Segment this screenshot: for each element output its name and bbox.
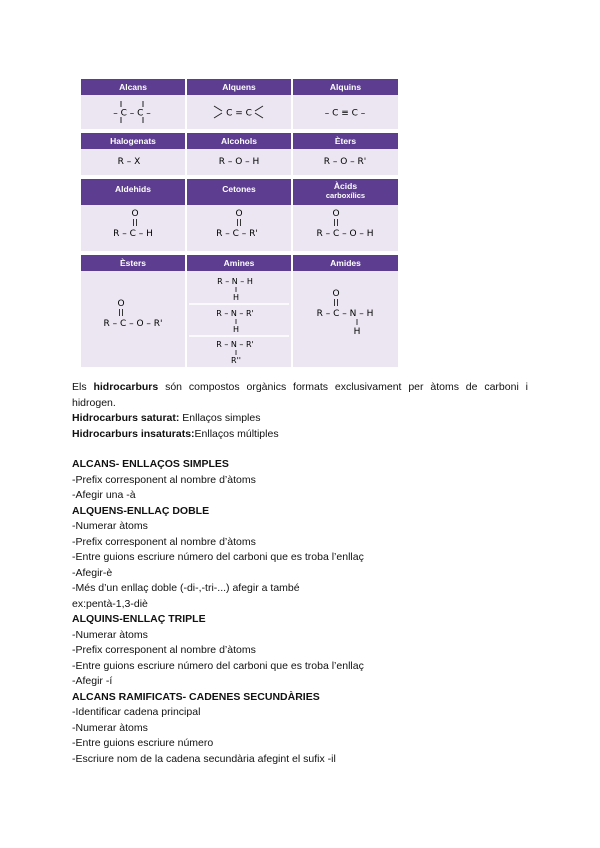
cell-alcans [81,79,185,129]
formula: R – O – R' [323,157,367,167]
cell-title [293,179,398,205]
oxygen-label: O [131,209,139,219]
amine-tertiary: R – N – R' [216,340,254,349]
functional-groups-table [81,79,400,371]
alquens-structure [187,95,291,129]
cell-acids [293,179,398,251]
oxygen-label: O [235,209,243,219]
halogenats-structure [81,149,185,175]
list-item: -Prefix corresponent al nombre d’àtoms [72,535,256,548]
cetones-structure [187,205,291,251]
hidrocarburs-term: hidrocarburs [93,381,159,393]
formula: R – C – O – H [316,229,374,239]
alcans-heading: ALCANS- ENLLAÇOS SIMPLES [72,458,229,470]
hydrogen-label: H [353,327,361,337]
amine-primary-h: H [232,293,240,302]
saturat-line: Hidrocarburs saturat: Enllaços simples [72,412,261,424]
cell-amides [293,255,398,367]
cell-title: Alcans [81,79,185,95]
title-line1: Àcids [333,181,358,191]
list-item: -Numerar àtoms [72,520,148,532]
amine-secondary-h: H [232,325,240,334]
cell-title: Alquins [293,79,398,95]
insaturat-line: Hidrocarburs insaturats:Enllaços múltiples [72,427,279,440]
alcohols-structure [187,149,291,175]
cell-aldehids [81,179,185,251]
formula: R – C – O – R' [103,319,163,329]
formula: C = C [226,108,252,119]
cell-eters [293,133,398,175]
cell-halogenats [81,133,185,175]
cell-esters [81,255,185,367]
formula: – C – C – [113,108,151,119]
list-item: -Numerar àtoms [72,721,148,734]
amines-structure [187,271,291,367]
list-item: -Prefix corresponent al nombre d’àtoms [72,473,256,486]
cell-alcohols [187,133,291,175]
list-item: -Més d’un enllaç doble (-di-,-tri-...) afegir a també [72,582,300,594]
list-item: -Identificar cadena principal [72,706,201,718]
oxygen-label: O [117,299,125,309]
cell-alquins [293,79,398,129]
list-item: ex:pentà-1,3-diè [72,597,148,610]
aldehids-structure [81,205,185,251]
formula: R – C – N – H [316,309,374,319]
intro-paragraph: Els hidrocarburs són compostos orgànics formats exclusivament per àtoms de carboni i hidrogen. [72,381,528,409]
title-line2: carboxílics [325,191,366,200]
alquins-structure [293,95,398,129]
amine-tertiary-r: R'' [231,356,241,365]
notes-text [72,380,528,767]
list-item: -Entre guions escriure número [72,737,214,749]
list-item: -Afegir -í [72,675,113,687]
cell-title: Aldehids [81,179,185,205]
cell-title: Halogenats [81,133,185,149]
formula: R – O – H [218,157,260,167]
list-item: -Numerar àtoms [72,628,148,641]
cell-amines [187,255,291,367]
cell-title: Alcohols [187,133,291,149]
cell-title: Amines [187,255,291,271]
formula: R – C – H [113,229,153,239]
eters-structure [293,149,398,175]
formula: – C ≡ C – [324,108,366,119]
list-item: -Afegir una -à [72,489,136,501]
formula: R – X [117,157,141,167]
alcans-structure [81,95,185,129]
cell-alquens [187,79,291,129]
cell-title: Alquens [187,79,291,95]
cell-title: Amides [293,255,398,271]
oxygen-label: O [332,209,340,219]
esters-structure [81,271,185,367]
list-item: -Entre guions escriure número del carboni que es troba l’enllaç [72,659,364,672]
amides-structure [293,271,398,367]
cell-title: Èters [293,133,398,149]
alquins-heading: ALQUINS-ENLLAÇ TRIPLE [72,613,206,625]
list-item: -Entre guions escriure número del carboni que es troba l’enllaç [72,551,364,563]
cell-title: Èsters [81,255,185,271]
cell-cetones [187,179,291,251]
ramificats-heading: ALCANS RAMIFICATS- CADENES SECUNDÀRIES [72,690,320,703]
formula: R – C – R' [216,229,258,239]
amine-primary: R – N – H [217,277,253,286]
list-item: -Prefix corresponent al nombre d’àtoms [72,644,256,656]
oxygen-label: O [332,289,340,299]
acids-structure [293,205,398,251]
amine-secondary: R – N – R' [216,309,254,318]
list-item: -Escriure nom de la cadena secundària afegint el sufix -il [72,752,336,765]
cell-title: Cetones [187,179,291,205]
alquens-heading: ALQUENS-ENLLAÇ DOBLE [72,504,210,517]
list-item: -Afegir-è [72,566,113,579]
